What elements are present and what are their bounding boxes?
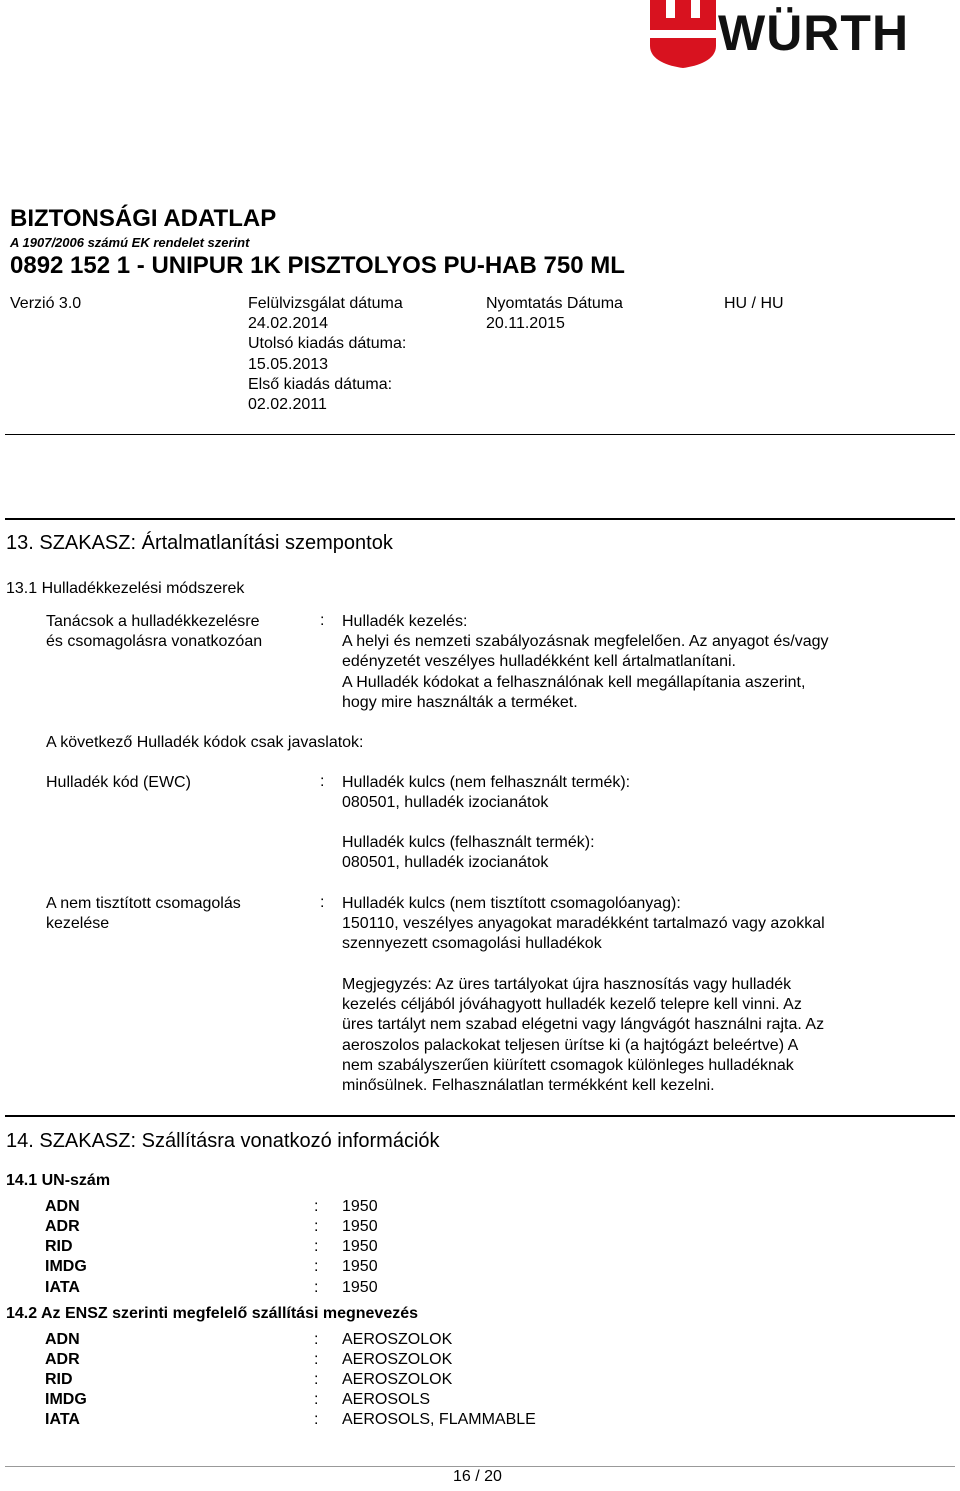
ewc-label: Hulladék kód (EWC)	[46, 774, 191, 791]
colon: :	[314, 1279, 319, 1296]
section-13-1-title: 13.1 Hulladékkezelési módszerek	[6, 580, 245, 597]
version: Verzió 3.0	[10, 295, 82, 312]
print-label: Nyomtatás Dátuma	[486, 295, 623, 312]
colon: :	[314, 1198, 319, 1215]
colon: :	[314, 1391, 319, 1408]
row-value: 1950	[342, 1218, 378, 1235]
packaging-label	[46, 894, 241, 934]
colon: :	[320, 894, 325, 911]
row-value: AEROSZOLOK	[342, 1371, 453, 1388]
first-issue-label: Első kiadás dátuma:	[248, 375, 393, 393]
revision-date: 24.02.2014	[248, 315, 329, 333]
wurth-emblem-icon	[648, 0, 718, 68]
advice-line: edényzetét veszélyes hulladékként kell ártalmatlanítani.	[342, 653, 736, 671]
packaging-line: 150110, veszélyes anyagokat maradékként tartalmazó vagy azokkal	[342, 915, 825, 933]
note-line: aeroszolos palackokat teljesen ürítse ki (a hajtógázt beleértve) A	[342, 1036, 799, 1054]
section-14-title: 14. SZAKASZ: Szállításra vonatkozó információk	[6, 1130, 440, 1152]
packaging-label-line: kezelése	[46, 915, 110, 933]
colon: :	[314, 1411, 319, 1428]
print-date: 20.11.2015	[486, 315, 565, 333]
section-14-2-title: 14.2 Az ENSZ szerinti megfelelő szállítási megnevezés	[6, 1305, 419, 1322]
advice-line: A Hulladék kódokat a felhasználónak kell megállapítania aszerint,	[342, 673, 806, 691]
row-label: IATA	[45, 1279, 80, 1296]
ewc-text-used	[342, 833, 595, 873]
row-label: ADN	[45, 1198, 80, 1215]
colon: :	[314, 1331, 319, 1348]
last-issue-label: Utolsó kiadás dátuma:	[248, 335, 407, 353]
advice-label-line: és csomagolásra vonatkozóan	[46, 633, 263, 651]
ewc-text	[342, 773, 630, 813]
logo-wordmark: WÜRTH	[718, 5, 910, 61]
row-label: ADN	[45, 1331, 80, 1348]
row-value: AEROSZOLOK	[342, 1331, 453, 1348]
print-block	[486, 294, 623, 334]
ewc-line: Hulladék kulcs (nem felhasznált termék):	[342, 774, 631, 791]
colon: :	[314, 1258, 319, 1275]
row-label: ADR	[45, 1218, 80, 1235]
row-value: AEROSOLS	[342, 1391, 431, 1408]
row-value: AEROSOLS, FLAMMABLE	[342, 1411, 536, 1428]
packaging-label-line: A nem tisztított csomagolás	[46, 895, 241, 912]
section-14-1-title: 14.1 UN-szám	[6, 1172, 111, 1189]
row-label: IATA	[45, 1411, 80, 1428]
revision-block	[248, 294, 406, 415]
ewc-line: 080501, hulladék izocianátok	[342, 794, 549, 812]
colon: :	[314, 1351, 319, 1368]
colon: :	[314, 1238, 319, 1255]
note-line: Megjegyzés: Az üres tartályokat újra hasznosítás vagy hulladék	[342, 976, 792, 993]
colon: :	[314, 1371, 319, 1388]
packaging-line: szennyezett csomagolási hulladékok	[342, 935, 602, 953]
row-value: 1950	[342, 1258, 378, 1275]
row-label: RID	[45, 1371, 73, 1388]
note-line: üres tartályt nem szabad elégetni vagy lángvágót használni rajta. Az	[342, 1016, 825, 1034]
row-label: RID	[45, 1238, 73, 1255]
colon: :	[320, 773, 325, 790]
note-line: kezelés céljából jóváhagyott hulladék kezelő telepre kell vinni. Az	[342, 996, 802, 1014]
row-value: 1950	[342, 1238, 378, 1255]
advice-text	[342, 612, 829, 713]
advice-line: hogy mire használták a terméket.	[342, 693, 578, 711]
note-line: nem szabályszerűen kiürített csomagok különleges hulladéknak	[342, 1056, 794, 1074]
colon: :	[320, 612, 325, 629]
locale: HU / HU	[724, 295, 784, 312]
ewc-line: Hulladék kulcs (felhasznált termék):	[342, 834, 595, 851]
row-label: ADR	[45, 1351, 80, 1368]
row-label: IMDG	[45, 1391, 87, 1408]
first-issue-date: 02.02.2011	[248, 396, 327, 414]
document-title: BIZTONSÁGI ADATLAP	[10, 205, 277, 232]
section-13-title: 13. SZAKASZ: Ártalmatlanítási szempontok	[6, 532, 393, 554]
advice-line: A helyi és nemzeti szabályozásnak megfelelően. Az anyagot és/vagy	[342, 633, 829, 651]
row-value: 1950	[342, 1198, 378, 1215]
footer-divider	[5, 1466, 955, 1467]
section-14-divider	[5, 1115, 955, 1117]
packaging-note	[342, 975, 824, 1096]
section-13-divider	[5, 518, 955, 520]
advice-line: Hulladék kezelés:	[342, 613, 468, 630]
note-line: minősülnek. Felhasználatlan termékként kell kezelni.	[342, 1077, 715, 1095]
colon: :	[314, 1218, 319, 1235]
codes-note: A következő Hulladék kódok csak javaslatok:	[46, 734, 364, 751]
last-issue-date: 15.05.2013	[248, 355, 329, 373]
advice-label-line: Tanácsok a hulladékkezelésre	[46, 613, 260, 630]
row-value: AEROSZOLOK	[342, 1351, 453, 1368]
ewc-line: 080501, hulladék izocianátok	[342, 854, 549, 872]
page-number: 16 / 20	[453, 1468, 502, 1485]
header-divider	[5, 434, 955, 435]
revision-label: Felülvizsgálat dátuma	[248, 295, 403, 312]
document-subtitle: A 1907/2006 számú EK rendelet szerint	[10, 235, 250, 250]
packaging-line: Hulladék kulcs (nem tisztított csomagolóanyag):	[342, 895, 681, 912]
row-value: 1950	[342, 1279, 378, 1296]
advice-label	[46, 612, 262, 652]
row-label: IMDG	[45, 1258, 87, 1275]
packaging-text	[342, 894, 825, 955]
product-name: 0892 152 1 - UNIPUR 1K PISZTOLYOS PU-HAB 750 ML	[10, 252, 625, 279]
